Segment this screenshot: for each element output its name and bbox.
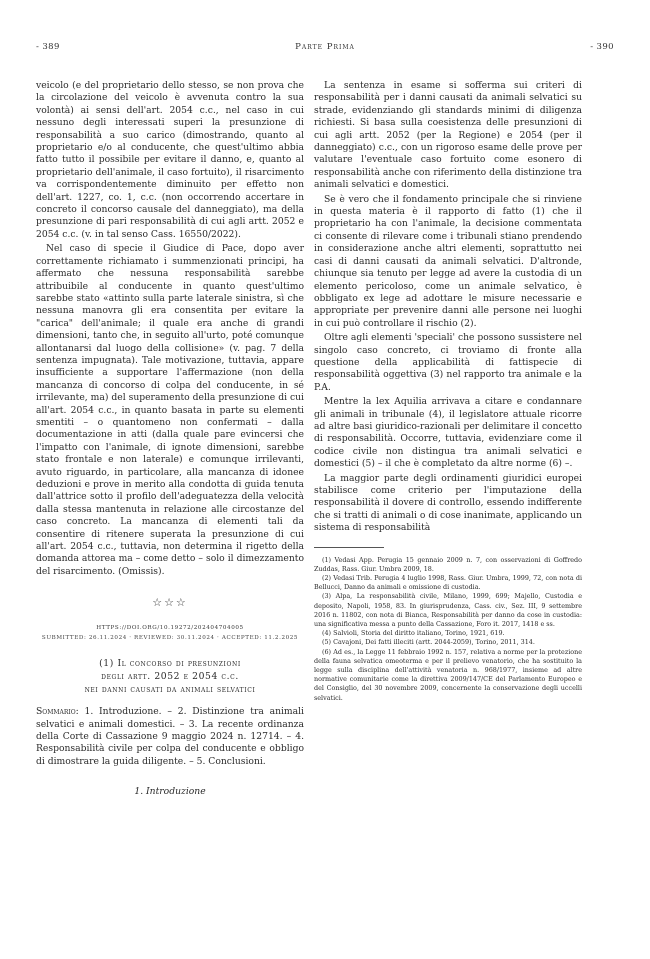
- right-column: [314, 80, 582, 703]
- left-paragraph-2: Nel caso di specie il Giudice di Pace, dopo aver correttamente richiamato i summenzionati principi, ha affermato che nessuna responsabilità sarebbe attribuibile al conducente in quanto quest'ultimo sarebbe stato «attinto sulla parte laterale sinistra, sì che nessuna manovra gli era consentita per evitare la "carica" dell'animale; il quale era anche di grandi dimensioni, tanto che, in seguito all'urto, poté comunque allontanarsi dal luogo della collisione» (v. pag. 7 della sentenza impugnata). Tale motivazione, tuttavia, appare insufficiente a supportare l'affermazione (non della mancanza di concorso di colpa del conducente, in sé irrilevante, ma) del superamento della presunzione di cui all'art. 2054 c.c., in quanto basata in parte su elementi smentiti – o quantomeno non confermati – dalla documentazione in atti (dalla quale pare evincersi che l'impatto con l'animale, di ignote dimensioni, sarebbe stato frontale e non laterale) e comunque irrilevanti, avuto riguardo, in particolare, alla mancanza di idonee deduzioni e prove in merito alla condotta di guida tenuta dall'attrice sotto il profilo dell'adeguatezza della velocità dalla stessa mantenuta in relazione alle circostanze del caso concreto. La mancanza di elementi tali da consentire di ritenere superata la presunzione di cui all'art. 2054 c.c., tuttavia, non determina il rigetto della domanda attorea ma – come detto – solo il dimezzamento del risarcimento. (Omissis).: [36, 243, 304, 577]
- summary-lead: Sommario: [36, 706, 76, 718]
- section-break-stars: ☆☆☆: [152, 596, 188, 610]
- left-column: [36, 80, 304, 797]
- left-paragraph-1: veicolo (e del proprietario dello stesso, se non prova che la circolazione del veicolo è avvenuta contro la sua volontà) ai sensi dell'art. 2054 c.c., nel caso in cui nessuno degli interessati superi la presunzione di responsabilità a suo carico (dimostrando, quanto al proprietario e/o al conducente, che quest'ultimo abbia fatto tutto il possibile per evitare il danno, e, quanto al proprietario dell'animale, il caso fortuito), il risarcimento va corrispondentemente diminuito per effetto non dell'art. 1227, co. 1, c.c. (non occorrendo accertare in concreto il concorso causale del danneggiato), ma della presunzione di pari responsabilità di cui agli artt. 2052 e 2054 c.c. (v. in tal senso Cass. 16550/2022).: [36, 80, 304, 240]
- summary: [36, 706, 304, 768]
- right-paragraph-2: Se è vero che il fondamento principale che si rinviene in questa materia è il rapporto di fatto (1) che il proprietario ha con l'animale, la decisione commentata ci consente di rilevare come i tribunali stiano prendendo in considerazione anche altri elementi, soprattutto nei casi di danni causati da animali selvatici. D'altronde, chiunque sia tenuto per legge ad avere la custodia di un elemento pericoloso, come un animale selvatico, è obbligato ex lege ad adottare le misure necessarie e appropriate per prevenire danni alle persone nei luoghi in cui può controllare il rischio (2).: [314, 193, 582, 329]
- page-number-right: - 390: [590, 42, 614, 52]
- footnotes: [314, 556, 582, 703]
- footnote-2: (2) Vedasi Trib. Perugia 4 luglio 1998, Rass. Giur. Umbra, 1999, 72, con nota di Bellucci, Danno da animali e omissione di custodia.: [314, 574, 582, 592]
- footnote-divider: [314, 547, 384, 548]
- article-title: [36, 657, 304, 696]
- subheading-introduzione: 1. Introduzione: [134, 786, 206, 798]
- page-number-left: - 389: [36, 42, 60, 52]
- footnote-4: (4) Salvioli, Storia del diritto italiano, Torino, 1921, 619.: [322, 629, 505, 638]
- footnote-6: (6) Ad es., la Legge 11 febbraio 1992 n. 157, relativa a norme per la protezione della fauna selvatica omeoterma e per il prelievo venatorio, che ha sostituito la legge sulla disciplina dell'attività venatoria n. 968/1977, insieme ad altre normative comunitarie come la direttiva 2009/147/CE del Parlamento Europeo e del Consiglio, del 30 novembre 2009, concernente la conservazione degli uccelli selvatici.: [314, 647, 582, 702]
- right-paragraph-5: La maggior parte degli ordinamenti giuridici europei stabilisce come criterio per l'imputazione della responsabilità il dovere di controllo, essendo indifferente che si tratti di animali o di cose inanimate, applicando un sistema di responsabilità: [314, 472, 582, 534]
- right-paragraph-3: Oltre agli elementi 'speciali' che possono sussistere nel singolo caso concreto, ci troviamo di fronte alla questione della applicabilità di fattispecie di responsabilità oggettiva (3) nel rapporto tra animale e la P.A.: [314, 332, 582, 393]
- running-title: Parte Prima: [295, 42, 355, 52]
- article-title-line-3: nei danni causati da animali selvatici: [84, 684, 256, 696]
- article-title-line-1: (1) Il concorso di presunzioni: [99, 658, 241, 670]
- right-paragraph-1: La sentenza in esame si sofferma sui criteri di responsabilità per i danni causati da animali selvatici su strade, evidenziando gli standards minimi di diligenza richiesti. Si basa sulla coesistenza delle presunzioni di cui agli artt. 2052 (per la Regione) e 2054 (per il danneggiato) c.c., con un rigoroso esame delle prove per valutare l'eventuale caso fortuito come esonero di responsabilità anche con riferimento della distinzione tra animali selvatici e domestici.: [314, 80, 582, 191]
- footnote-3: (3) Alpa, La responsabilità civile, Milano, 1999, 699; Majello, Custodia e deposito, Napoli, 1958, 83. In giurisprudenza, Cass. civ., Sez. III, 9 settembre 2016 n. 11802, con nota di Bianca, Responsabilità per danno da cose in custodia: una significativa messa a punto della Cassazione, Foro it. 2017, 1418 e ss.: [314, 592, 582, 629]
- article-title-line-2: degli artt. 2052 e 2054 c.c.: [101, 671, 239, 683]
- submission-dates: SUBMITTED: 26.11.2024 · REVIEWED: 30.11.2024 · ACCEPTED: 11.2.2025: [41, 635, 299, 642]
- footnote-5: (5) Cavajoni, Dei fatti illeciti (artt. 2044-2059), Torino, 2011, 314.: [322, 638, 535, 647]
- footnote-1: (1) Vedasi App. Perugia 15 gennaio 2009 n. 7, con osservazioni di Goffredo Zuddas, Rass. Giur. Umbra 2009, 18.: [314, 555, 582, 573]
- right-paragraph-4: Mentre la lex Aquilia arrivava a citare e condannare gli animali in tribunale (4), il legislatore attuale ricorre ad altre basi giuridico-razionali per delimitare il concetto di responsabilità. Occorre, tuttavia, evidenziare come il codice civile non distingua tra animali selvatici e domestici (5) – il che è completato da altre norme (6) –.: [314, 396, 582, 470]
- doi-link[interactable]: HTTPS://DOI.ORG/10.19272/202404704005: [96, 625, 244, 632]
- summary-text: : 1. Introduzione. – 2. Distinzione tra animali selvatici e animali domestici. – 3. La recente ordinanza della Corte di Cassazione 9 maggio 2024 n. 12714. – 4. Responsabilità civile per colpa del conducente e obbligo di dimostrare la guida diligente. – 5. Conclusioni.: [36, 706, 304, 767]
